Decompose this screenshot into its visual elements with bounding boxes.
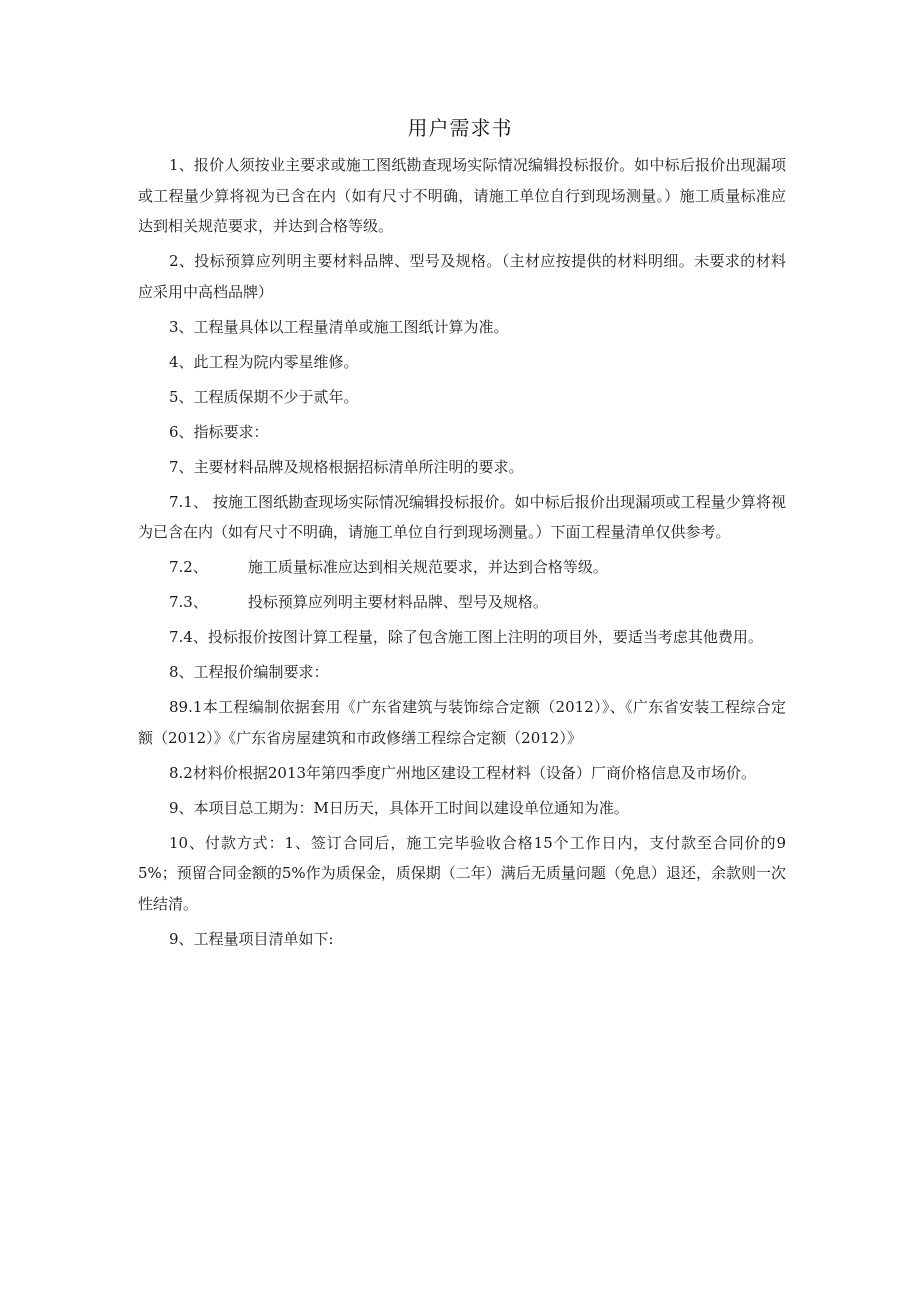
paragraph-7-2-number: 7.2、 — [169, 558, 208, 576]
document-title: 用户需求书 — [407, 116, 513, 140]
paragraph-3: 3、工程量具体以工程量清单或施工图纸计算为准。 — [169, 317, 509, 336]
paragraph-5: 5、工程质保期不少于贰年。 — [169, 387, 359, 406]
paragraph-7-3-number: 7.3、 — [169, 593, 208, 611]
paragraph-4: 4、此工程为院内零星维修。 — [169, 352, 359, 371]
paragraph-8-1: 89.1本工程编制依据套用《广东省建筑与装饰综合定额（2012）》、《广东省安装工程综合定额（2012）》《广东省房屋建筑和市政修缮工程综合定额（2012）》 — [138, 698, 786, 747]
paragraph-7-2 — [138, 552, 786, 583]
paragraph-9-list: 9、工程量项目清单如下: — [169, 929, 334, 948]
paragraph-7-2-text: 施工质量标准应达到相关规范要求，并达到合格等级。 — [247, 558, 608, 576]
paragraph-9-duration: 9、本项目总工期为：M日历天，具体开工时间以建设单位通知为准。 — [169, 798, 629, 817]
document-body — [138, 150, 786, 959]
paragraph-6: 6、指标要求： — [169, 422, 269, 441]
paragraph-7-1: 7.1、 按施工图纸勘查现场实际情况编辑投标报价。如中标后报价出现漏项或工程量少算将视为已含在内（如有尺寸不明确，请施工单位自行到现场测量。）下面工程量清单仅供参考。 — [138, 492, 786, 541]
paragraph-7-4: 7.4、投标报价按图计算工程量，除了包含施工图上注明的项目外，要适当考虑其他费用。 — [169, 628, 763, 646]
paragraph-7-3-text: 投标预算应列明主要材料品牌、型号及规格。 — [247, 593, 548, 611]
paragraph-10: 10、付款方式：1、签订合同后，施工完毕验收合格15个工作日内，支付款至合同价的95%；预留合同金额的5%作为质保金，质保期（二年）满后无质量问题（免息）退还，余款则一次性结清。 — [138, 833, 786, 913]
paragraph-1: 1、报价人须按业主要求或施工图纸勘查现场实际情况编辑投标报价。如中标后报价出现漏项或工程量少算将视为已含在内（如有尺寸不明确，请施工单位自行到现场测量。）施工质量标准应达到相关规范要求，并达到合格等级。 — [138, 156, 786, 235]
paragraph-8: 8、工程报价编制要求： — [169, 663, 329, 681]
paragraph-7-3 — [138, 587, 786, 618]
paragraph-8-2: 8.2材料价根据2013年第四季度广州地区建设工程材料（设备）厂商价格信息及市场价。 — [169, 763, 757, 782]
paragraph-7: 7、主要材料品牌及规格根据招标清单所注明的要求。 — [169, 457, 524, 476]
paragraph-2: 2、投标预算应列明主要材料品牌、型号及规格。（主材应按提供的材料明细。未要求的材料应采用中高档品牌） — [138, 252, 786, 301]
